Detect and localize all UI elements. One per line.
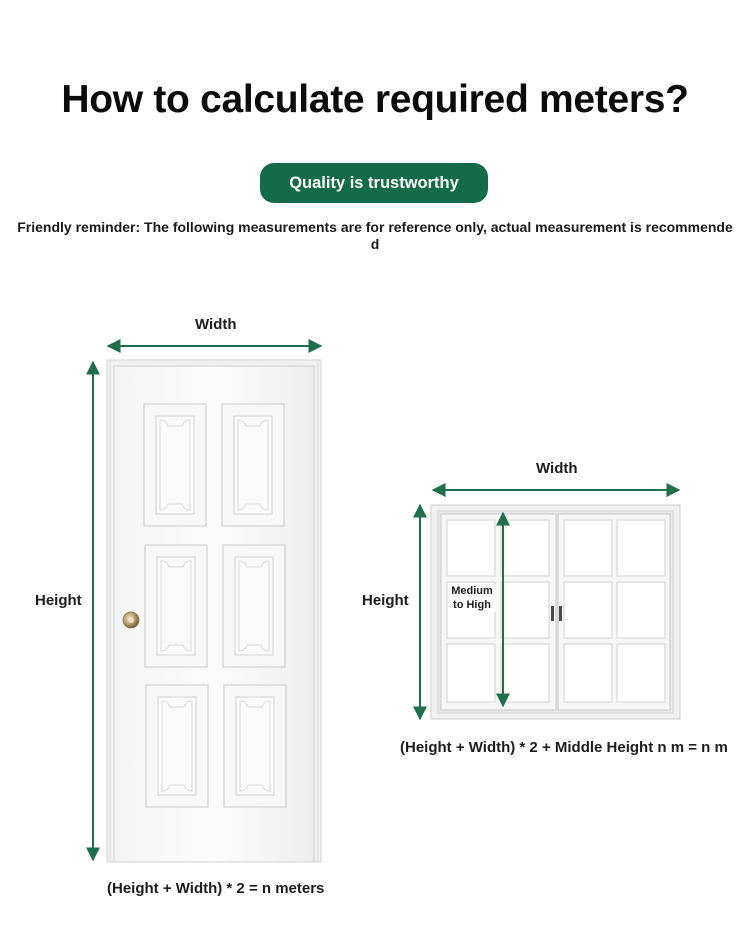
window-handle-icon: [551, 606, 554, 621]
door-formula: (Height + Width) * 2 = n meters: [107, 880, 325, 897]
door-panel: [223, 545, 285, 667]
door-width-label: Width: [195, 316, 237, 333]
door-panel: [222, 404, 284, 526]
page-title: How to calculate required meters?: [61, 78, 689, 121]
window-handle-icon: [559, 606, 562, 621]
door-height-label: Height: [35, 592, 82, 609]
door-panel: [145, 545, 207, 667]
door-panel: [146, 685, 208, 807]
window-illustration: [431, 505, 680, 719]
window-width-label: Width: [536, 460, 578, 477]
window-middle-height-label: Medium to High: [448, 584, 496, 612]
window-formula: (Height + Width) * 2 + Middle Height n m = n m: [400, 739, 728, 756]
door-illustration: [107, 360, 321, 862]
door-panel: [224, 685, 286, 807]
door-panel: [144, 404, 206, 526]
window-height-label: Height: [362, 592, 409, 609]
quality-badge: Quality is trustworthy: [260, 163, 488, 203]
reminder-text: Friendly reminder: The following measurements are for reference only, actual measurement is recommended: [17, 219, 733, 252]
